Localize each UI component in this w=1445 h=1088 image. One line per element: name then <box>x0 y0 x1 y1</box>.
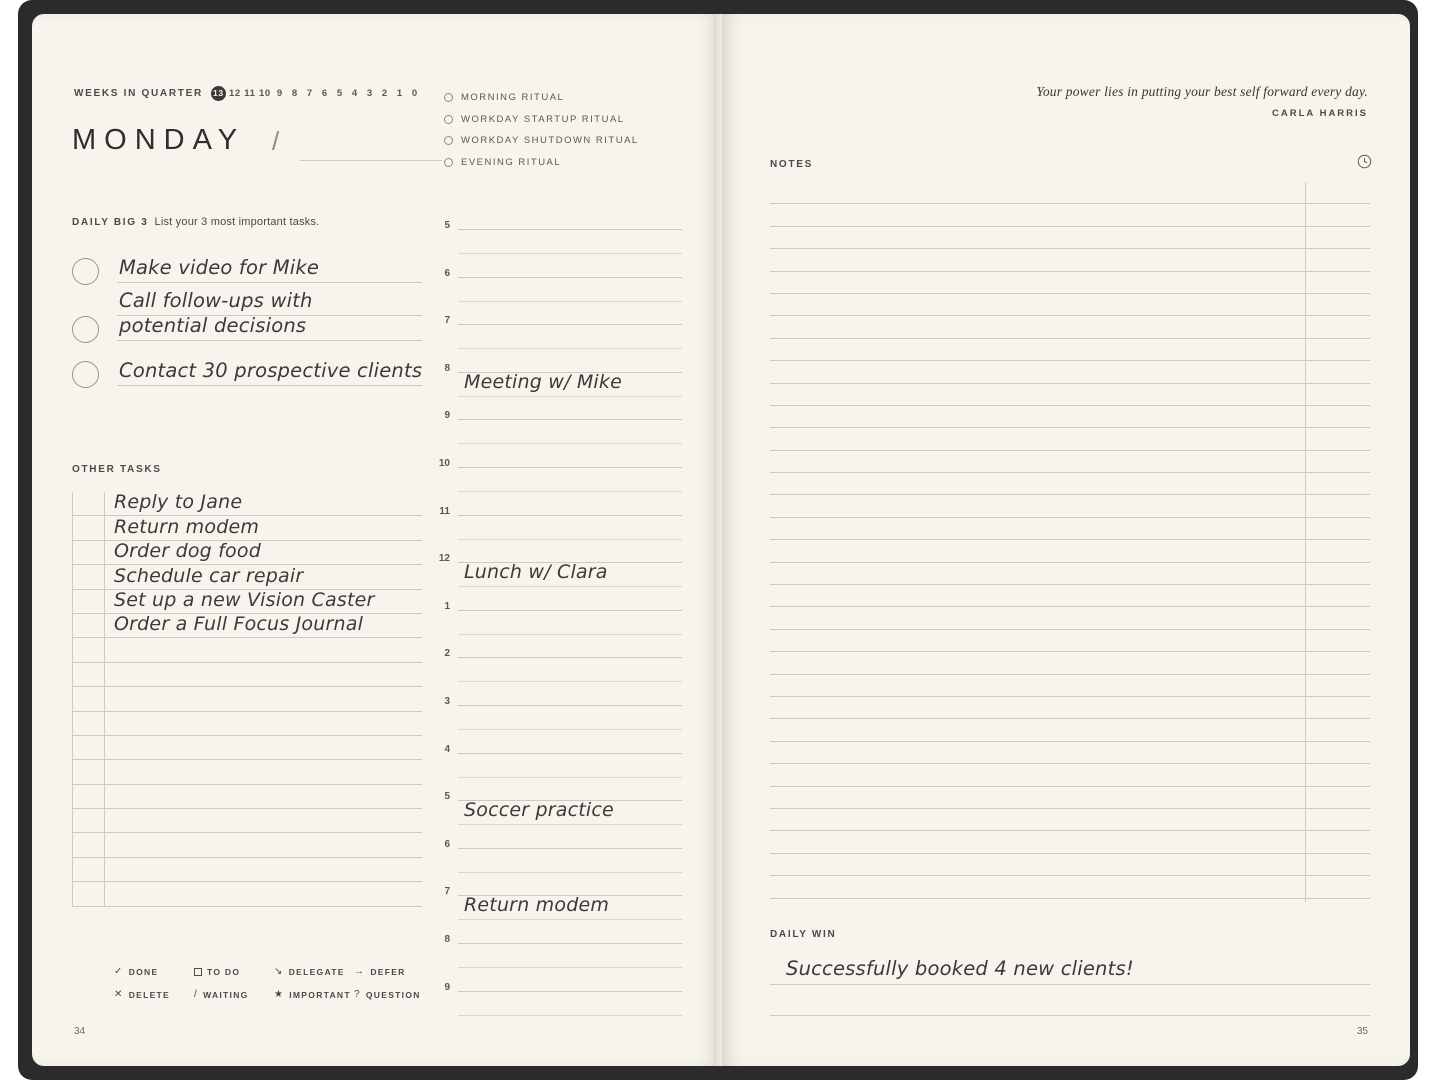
schedule-hour-label: 9 <box>444 410 450 422</box>
ritual-item[interactable] <box>444 135 639 146</box>
legend <box>114 966 434 1012</box>
week-marker-5[interactable]: 5 <box>336 88 343 99</box>
rituals-checklist <box>444 92 639 178</box>
week-marker-1[interactable]: 1 <box>396 88 403 99</box>
checkbox-circle-icon[interactable] <box>72 316 99 343</box>
schedule-hour-rule <box>458 848 682 849</box>
week-marker-4[interactable]: 4 <box>351 88 358 99</box>
schedule-half-hour-rule <box>458 681 682 682</box>
other-task-text: Set up a new Vision Caster <box>114 588 375 611</box>
notes-line[interactable] <box>770 854 1370 876</box>
notes-line[interactable] <box>770 585 1370 607</box>
notes-line[interactable] <box>770 630 1370 652</box>
ritual-label: WORKDAY SHUTDOWN RITUAL <box>461 135 639 146</box>
schedule-hour-rule <box>458 705 682 706</box>
daily-big-3-text: Call follow-ups with <box>119 289 313 312</box>
schedule-row[interactable] <box>432 591 682 639</box>
schedule-half-hour-rule <box>458 824 682 825</box>
row-status-tick[interactable] <box>104 736 105 759</box>
week-marker-0[interactable]: 0 <box>411 88 418 99</box>
other-task-row[interactable] <box>72 663 422 687</box>
legend-glyph-icon: → <box>354 966 366 977</box>
weeks-in-quarter <box>74 86 421 101</box>
ritual-label: MORNING RITUAL <box>461 92 565 103</box>
schedule-row[interactable] <box>432 686 682 734</box>
ritual-item[interactable] <box>444 92 639 103</box>
page-title: MONDAY <box>72 124 246 156</box>
schedule-hour-label: 1 <box>444 600 450 612</box>
schedule-hour-rule <box>458 753 682 754</box>
daily-big-3-text: Make video for Mike <box>119 256 320 279</box>
daily-big-3-line[interactable] <box>117 316 422 341</box>
schedule-hour-rule <box>458 467 682 468</box>
schedule-hour-label: 12 <box>438 553 450 565</box>
row-status-tick[interactable] <box>104 663 105 686</box>
daily-win-lines[interactable] <box>770 954 1370 1016</box>
notes-line[interactable] <box>770 876 1370 898</box>
other-task-row[interactable] <box>72 785 422 809</box>
notes-line[interactable] <box>770 764 1370 786</box>
schedule-hour-rule <box>458 229 682 230</box>
row-left-tick <box>72 663 73 686</box>
notes-line[interactable] <box>770 316 1370 338</box>
other-task-row[interactable] <box>72 736 422 760</box>
legend-glyph-icon: ★ <box>274 989 285 1000</box>
other-task-row[interactable] <box>72 516 422 540</box>
row-left-tick <box>72 882 73 905</box>
ritual-label: EVENING RITUAL <box>461 156 562 168</box>
row-left-tick <box>72 712 73 735</box>
daily-win-text: Successfully booked 4 new clients! <box>786 957 1134 980</box>
row-left-tick <box>72 687 73 710</box>
other-task-row[interactable] <box>72 858 422 882</box>
row-left-tick <box>72 565 73 588</box>
daily-big-3-text: Contact 30 prospective clients <box>119 359 423 382</box>
row-status-tick[interactable] <box>104 492 105 515</box>
schedule-row[interactable] <box>432 400 682 448</box>
weeks-in-quarter-label: WEEKS IN QUARTER <box>74 88 203 99</box>
schedule-hour-label: 2 <box>444 648 450 660</box>
schedule-row[interactable] <box>432 543 682 591</box>
other-task-row[interactable] <box>72 809 422 833</box>
row-left-tick <box>72 541 73 564</box>
other-task-row[interactable] <box>72 760 422 784</box>
schedule-half-hour-rule <box>458 253 682 254</box>
legend-glyph-icon: ✕ <box>114 989 124 1000</box>
schedule-hour-rule <box>458 324 682 325</box>
legend-label: DONE <box>128 966 159 977</box>
notes-line[interactable] <box>770 652 1370 674</box>
legend-row-2 <box>114 989 434 1000</box>
other-tasks-heading: OTHER TASKS <box>72 464 162 475</box>
row-status-tick[interactable] <box>104 516 105 539</box>
week-marker-7[interactable]: 7 <box>306 88 313 99</box>
week-marker-3[interactable]: 3 <box>366 88 373 99</box>
notes-line[interactable] <box>770 406 1370 428</box>
schedule-half-hour-rule <box>458 967 682 968</box>
schedule-hour-label: 7 <box>444 886 450 898</box>
row-status-tick[interactable] <box>104 833 105 856</box>
schedule-hour-label: 8 <box>444 362 450 374</box>
schedule-half-hour-rule <box>458 586 682 587</box>
legend-label: WAITING <box>203 989 249 1000</box>
notes-line[interactable] <box>770 809 1370 831</box>
schedule-entry-text: Return modem <box>464 894 610 917</box>
schedule-row[interactable] <box>432 924 682 972</box>
notes-lines[interactable] <box>770 182 1370 902</box>
schedule-entry-text: Soccer practice <box>464 799 614 822</box>
legend-item-delete <box>114 989 194 1000</box>
row-left-tick <box>72 516 73 539</box>
daily-big-3-list <box>72 246 422 394</box>
row-status-tick[interactable] <box>104 785 105 808</box>
row-left-tick <box>72 833 73 856</box>
row-left-tick <box>72 785 73 808</box>
schedule-entry-text: Meeting w/ Mike <box>464 370 622 393</box>
notes-line[interactable] <box>770 697 1370 719</box>
legend-label: QUESTION <box>365 989 421 1000</box>
other-task-row[interactable] <box>72 638 422 662</box>
notes-line[interactable] <box>770 294 1370 316</box>
row-status-tick[interactable] <box>104 882 105 905</box>
legend-item-defer <box>354 966 434 977</box>
weeks-in-quarter-numbers[interactable] <box>211 86 421 101</box>
row-left-tick <box>72 492 73 515</box>
other-task-text: Return modem <box>114 515 260 538</box>
schedule-half-hour-rule <box>458 491 682 492</box>
notes-line[interactable] <box>770 831 1370 853</box>
daily-big-3-line[interactable] <box>117 258 422 283</box>
notes-line[interactable] <box>770 339 1370 361</box>
schedule-row[interactable] <box>432 781 682 829</box>
legend-label: TO DO <box>207 966 241 977</box>
notes-line[interactable] <box>770 495 1370 517</box>
daily-big-3-item[interactable] <box>72 291 422 341</box>
daily-big-3-label: DAILY BIG 3 <box>72 217 149 228</box>
row-left-tick <box>72 760 73 783</box>
schedule-hour-label: 3 <box>444 695 450 707</box>
week-marker-8[interactable]: 8 <box>291 88 298 99</box>
other-task-row[interactable] <box>72 882 422 906</box>
schedule-half-hour-rule <box>458 872 682 873</box>
legend-item-to do <box>194 966 274 977</box>
other-task-row[interactable] <box>72 614 422 638</box>
schedule-hour-label: 6 <box>444 838 450 850</box>
daily-win-line[interactable] <box>770 985 1370 1016</box>
ritual-label: WORKDAY STARTUP RITUAL <box>461 113 625 125</box>
row-left-tick <box>72 809 73 832</box>
schedule-hour-rule <box>458 943 682 944</box>
schedule-hour-rule <box>458 610 682 611</box>
notes-line[interactable] <box>770 675 1370 697</box>
week-marker-9[interactable]: 9 <box>276 88 283 99</box>
checkbox-circle-icon[interactable] <box>444 93 453 102</box>
legend-glyph-icon: ✓ <box>114 966 124 977</box>
row-status-tick[interactable] <box>104 858 105 881</box>
schedule-entry-text: Lunch w/ Clara <box>464 561 608 584</box>
other-task-row[interactable] <box>72 541 422 565</box>
notes-line[interactable] <box>770 204 1370 226</box>
checkbox-circle-icon[interactable] <box>444 136 453 145</box>
other-task-text: Order dog food <box>114 540 261 563</box>
daily-big-3-item[interactable] <box>72 246 422 283</box>
notes-line[interactable] <box>770 384 1370 406</box>
schedule-half-hour-rule <box>458 1015 682 1016</box>
ritual-item[interactable] <box>444 114 639 125</box>
legend-item-done <box>114 966 194 977</box>
daily-big-3-text: potential decisions <box>119 314 307 337</box>
date-write-in-line[interactable] <box>300 160 442 161</box>
notes-line[interactable] <box>770 227 1370 249</box>
schedule-hour-rule <box>458 657 682 658</box>
checkbox-circle-icon[interactable] <box>444 115 453 124</box>
schedule-half-hour-rule <box>458 348 682 349</box>
row-left-tick <box>72 590 73 613</box>
notes-line[interactable] <box>770 742 1370 764</box>
other-task-row[interactable] <box>72 492 422 516</box>
schedule-half-hour-rule <box>458 301 682 302</box>
schedule-row[interactable] <box>432 496 682 544</box>
other-task-row[interactable] <box>72 565 422 589</box>
page-number-right: 35 <box>1356 1026 1368 1037</box>
week-marker-13[interactable]: 13 <box>211 86 226 101</box>
left-page <box>32 14 720 1066</box>
schedule-half-hour-rule <box>458 634 682 635</box>
legend-item-important <box>274 989 354 1000</box>
schedule-row[interactable] <box>432 305 682 353</box>
legend-row-1 <box>114 966 434 977</box>
other-task-row[interactable] <box>72 833 422 857</box>
schedule-row[interactable] <box>432 448 682 496</box>
legend-label: DELEGATE <box>288 966 345 977</box>
schedule-hour-label: 9 <box>444 981 450 993</box>
checkbox-circle-icon[interactable] <box>444 158 453 167</box>
schedule-hour-rule <box>458 515 682 516</box>
page-number-left: 34 <box>74 1026 86 1037</box>
schedule-hour-label: 5 <box>444 220 450 231</box>
notes-heading: NOTES <box>770 159 813 170</box>
other-task-row[interactable] <box>72 687 422 711</box>
row-status-tick[interactable] <box>104 541 105 564</box>
schedule-row[interactable] <box>432 258 682 306</box>
schedule-hour-label: 10 <box>438 457 450 469</box>
notes-line[interactable] <box>770 540 1370 562</box>
notes-line[interactable] <box>770 182 1370 204</box>
ritual-item[interactable] <box>444 157 639 168</box>
week-marker-12[interactable]: 12 <box>228 88 241 99</box>
notes-line[interactable] <box>770 719 1370 741</box>
row-left-tick <box>72 858 73 881</box>
other-task-text: Schedule car repair <box>114 564 304 587</box>
notes-column-divider <box>1305 182 1306 902</box>
legend-label: IMPORTANT <box>289 989 351 1000</box>
other-task-text: Reply to Jane <box>114 491 243 514</box>
daily-win-heading: DAILY WIN <box>770 929 837 940</box>
schedule-hour-label: 11 <box>439 505 450 517</box>
row-status-tick[interactable] <box>104 712 105 735</box>
week-marker-10[interactable]: 10 <box>258 88 271 99</box>
notes-line[interactable] <box>770 563 1370 585</box>
quote-text: Your power lies in putting your best self forward every day. <box>1036 84 1368 99</box>
legend-glyph-icon: ? <box>354 989 361 1000</box>
notes-line[interactable] <box>770 518 1370 540</box>
schedule-hour-label: 8 <box>444 933 450 945</box>
notes-line[interactable] <box>770 249 1370 271</box>
other-tasks-list <box>72 492 422 907</box>
schedule-row[interactable] <box>432 638 682 686</box>
row-status-tick[interactable] <box>104 760 105 783</box>
daily-big-3-line[interactable] <box>117 291 422 316</box>
notes-line[interactable] <box>770 361 1370 383</box>
hourly-schedule <box>432 210 682 1019</box>
daily-big-3-subtitle: List your 3 most important tasks. <box>154 216 320 228</box>
schedule-hour-rule <box>458 277 682 278</box>
schedule-half-hour-rule <box>458 443 682 444</box>
other-task-row[interactable] <box>72 590 422 614</box>
schedule-hour-rule <box>458 991 682 992</box>
schedule-hour-label: 5 <box>444 791 450 803</box>
checkbox-circle-icon[interactable] <box>72 361 99 388</box>
row-status-tick[interactable] <box>104 638 105 661</box>
notes-line[interactable] <box>770 451 1370 473</box>
schedule-half-hour-rule <box>458 777 682 778</box>
schedule-hour-label: 6 <box>444 267 450 279</box>
square-icon <box>194 968 202 976</box>
row-left-tick <box>72 614 73 637</box>
row-status-tick[interactable] <box>104 687 105 710</box>
quote-block <box>1036 84 1368 119</box>
clock-icon <box>1357 154 1372 174</box>
date-separator: / <box>272 126 280 156</box>
legend-label: DELETE <box>128 989 171 1000</box>
week-marker-11[interactable]: 11 <box>244 88 256 99</box>
row-left-tick <box>72 638 73 661</box>
schedule-row[interactable] <box>432 353 682 401</box>
checkbox-circle-icon[interactable] <box>72 258 99 285</box>
notes-line[interactable] <box>770 428 1370 450</box>
legend-item-delegate <box>274 966 354 977</box>
schedule-half-hour-rule <box>458 396 682 397</box>
schedule-row[interactable] <box>432 734 682 782</box>
daily-win-line[interactable] <box>770 954 1370 985</box>
row-status-tick[interactable] <box>104 565 105 588</box>
schedule-row[interactable] <box>432 829 682 877</box>
schedule-hour-label: 4 <box>444 743 450 755</box>
schedule-half-hour-rule <box>458 729 682 730</box>
other-task-text: Order a Full Focus Journal <box>114 613 364 636</box>
daily-big-3-line[interactable] <box>117 361 422 386</box>
daily-big-3-heading <box>72 212 319 230</box>
notes-line[interactable] <box>770 787 1370 809</box>
row-status-tick[interactable] <box>104 614 105 637</box>
week-marker-6[interactable]: 6 <box>321 88 328 99</box>
notes-line[interactable] <box>770 473 1370 495</box>
week-marker-2[interactable]: 2 <box>381 88 388 99</box>
notes-line[interactable] <box>770 607 1370 629</box>
legend-glyph-icon: / <box>194 989 199 1000</box>
quote-author: CARLA HARRIS <box>1272 108 1368 119</box>
legend-item-question <box>354 989 434 1000</box>
schedule-row[interactable] <box>432 210 682 258</box>
schedule-hour-label: 7 <box>444 315 450 327</box>
legend-item-waiting <box>194 989 274 1000</box>
schedule-half-hour-rule <box>458 919 682 920</box>
other-task-row[interactable] <box>72 712 422 736</box>
row-left-tick <box>72 736 73 759</box>
legend-label: DEFER <box>370 966 406 977</box>
right-page <box>722 14 1410 1066</box>
row-status-tick[interactable] <box>104 590 105 613</box>
schedule-hour-rule <box>458 419 682 420</box>
schedule-row[interactable] <box>432 876 682 924</box>
row-status-tick[interactable] <box>104 809 105 832</box>
schedule-row[interactable] <box>432 972 682 1020</box>
schedule-half-hour-rule <box>458 539 682 540</box>
legend-glyph-icon: ↘ <box>274 966 284 977</box>
daily-big-3-item[interactable] <box>72 349 422 386</box>
notes-line[interactable] <box>770 272 1370 294</box>
